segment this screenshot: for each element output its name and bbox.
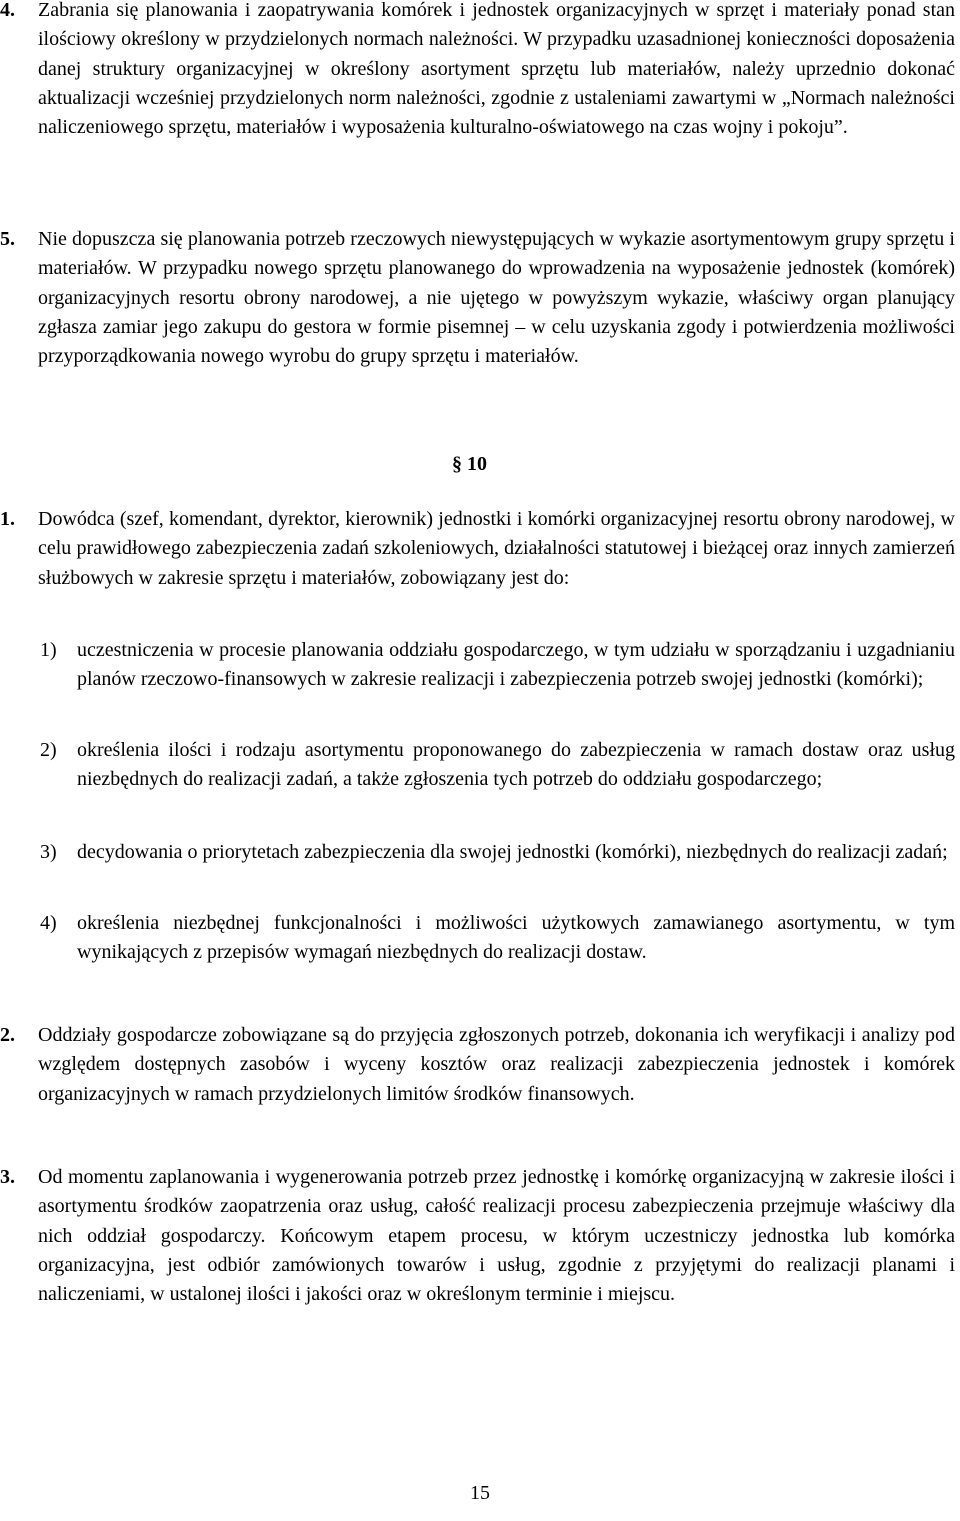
list-item-text: uczestniczenia w procesie planowania oddziału gospodarczego, w tym udziału w sporządzaniu i uzgadnianiu planów rzeczowo-finansowych w zakresie realizacji i zabezpieczenia potrzeb swojej jednostki (komórki);: [77, 639, 955, 691]
paragraph-4: [0, 0, 955, 142]
list-item-number: 4): [40, 912, 57, 934]
section-heading: [452, 453, 487, 476]
paragraph-number: 3.: [0, 1166, 15, 1188]
paragraph-1: [0, 505, 955, 593]
paragraph-text: Zabrania się planowania i zaopatrywania komórek i jednostek organizacyjnych w sprzęt i materiały ponad stan ilościowy określony w przydzielonych normach należności. W przypadku uzasadnionej konieczności doposażenia danej struktury organizacyjnej w określony asortyment sprzętu lub materiałów, należy uprzednio dokonać aktualizacji wcześniej przydzielonych norm należności, zgodnie z ustaleniami zawartymi w „Normach należności naliczeniowego sprzętu, materiałów i wyposażenia kulturalno-oświatowego na czas wojny i pokoju”.: [38, 0, 955, 139]
list-item-text: decydowania o priorytetach zabezpieczenia dla swojej jednostki (komórki), niezbędnych do realizacji zadań;: [77, 841, 948, 863]
list-item: [0, 838, 955, 867]
list-item-text: określenia ilości i rodzaju asortymentu proponowanego do zabezpieczenia w ramach dostaw oraz usług niezbędnych do realizacji zadań, a także zgłoszenia tych potrzeb do oddziału gospodarczego;: [77, 739, 955, 791]
paragraph-number: 1.: [0, 508, 15, 530]
paragraph-2: [0, 1021, 955, 1109]
list-item-number: 3): [40, 841, 57, 863]
page-number: 15: [470, 1482, 490, 1504]
paragraph-text: Dowódca (szef, komendant, dyrektor, kierownik) jednostki i komórki organizacyjnej resortu obrony narodowej, w celu prawidłowego zabezpieczenia zadań szkoleniowych, działalności statutowej i bieżącej oraz innych zamierzeń służbowych w zakresie sprzętu i materiałów, zobowiązany jest do:: [38, 508, 955, 589]
section-sign: §: [452, 453, 462, 475]
list-item: [0, 909, 955, 968]
list-item: [0, 636, 955, 695]
paragraph-number: 4.: [0, 0, 15, 21]
list-item-number: 1): [40, 639, 57, 661]
paragraph-3: [0, 1163, 955, 1309]
paragraph-number: 5.: [0, 228, 15, 250]
list-item: [0, 736, 955, 795]
paragraph-number: 2.: [0, 1024, 15, 1046]
section-number: 10: [467, 453, 487, 475]
paragraph-text: Oddziały gospodarcze zobowiązane są do przyjęcia zgłoszonych potrzeb, dokonania ich weryfikacji i analizy pod względem dostępnych zasobów i wyceny kosztów oraz realizacji zabezpieczenia jednostek i komórek organizacyjnych w ramach przydzielonych limitów środków finansowych.: [38, 1024, 955, 1105]
paragraph-text: Nie dopuszcza się planowania potrzeb rzeczowych niewystępujących w wykazie asortymentowym grupy sprzętu i materiałów. W przypadku nowego sprzętu planowanego do wprowadzenia na wyposażenie jednostek (komórek) organizacyjnych resortu obrony narodowej, a nie ujętego w powyższym wykazie, właściwy organ planujący zgłasza zamiar jego zakupu do gestora w formie pisemnej – w celu uzyskania zgody i potwierdzenia możliwości przyporządkowania nowego wyrobu do grupy sprzętu i materiałów.: [38, 228, 955, 368]
list-item-text: określenia niezbędnej funkcjonalności i możliwości użytkowych zamawianego asortymentu, w tym wynikających z przepisów wymagań niezbędnych do realizacji dostaw.: [77, 912, 955, 964]
paragraph-5: [0, 225, 955, 371]
list-item-number: 2): [40, 739, 57, 761]
paragraph-text: Od momentu zaplanowania i wygenerowania potrzeb przez jednostkę i komórkę organizacyjną w zakresie ilości i asortymentu środków zaopatrzenia oraz usług, całość realizacji procesu zabezpieczenia przejmuje właściwy dla nich oddział gospodarczy. Końcowym etapem procesu, w którym uczestniczy jednostka lub komórka organizacyjna, jest odbiór zamówionych towarów i usług, zgodnie z przyjętymi do realizacji planami i naliczeniami, w ustalonej ilości i jakości oraz w określonym terminie i miejscu.: [38, 1166, 955, 1306]
